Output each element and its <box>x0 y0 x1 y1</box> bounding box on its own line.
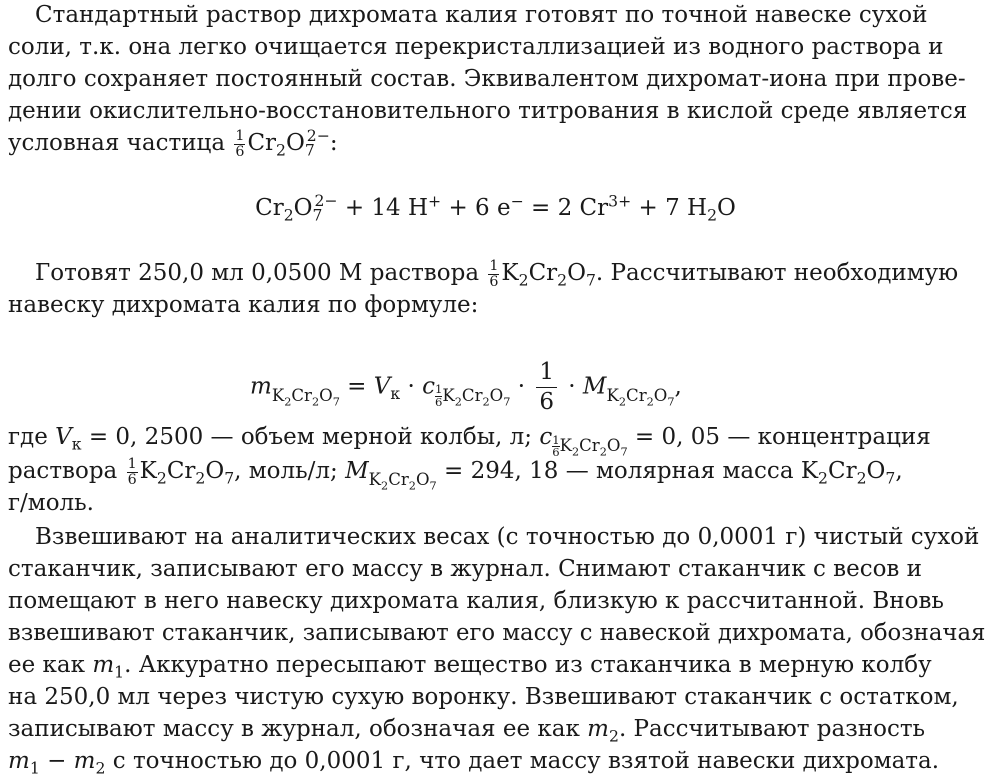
subscript: 2 <box>518 270 529 290</box>
text-fragment: ее как <box>8 652 85 678</box>
compound-subscript: K2Cr2O7 <box>271 385 340 408</box>
dot-operator: · <box>560 373 583 400</box>
text-fragment: . Аккуратно пересыпают вещество из стаканчика в мерную колбу <box>124 652 932 678</box>
equals-sign: = <box>339 373 374 400</box>
subscript: 2 <box>95 758 106 778</box>
formula-m2: m <box>73 748 96 774</box>
subscript: 7 <box>585 270 596 290</box>
subscript: 7 <box>304 140 315 160</box>
subscript: 1 <box>29 758 40 778</box>
text-fragment: где <box>8 424 48 450</box>
fraction-one-sixth: $\frac{1}{6}$ <box>127 455 137 488</box>
formula-cr: Cr <box>247 130 277 156</box>
subscript: 2 <box>608 726 619 746</box>
text-line: стаканчик, записывают его массу в журнал. Снимают стаканчик с весов и <box>8 556 923 582</box>
fraction-one-sixth <box>488 259 499 290</box>
fraction-numerator: 1 <box>235 127 245 144</box>
dot-operator: · <box>510 373 533 400</box>
charge-superscript: 3+ <box>608 191 632 211</box>
text-line: взвешивают стаканчик, записывают его массу с навеской дихромата, обозначая <box>8 620 986 646</box>
text-line <box>8 714 925 744</box>
formula-c: c <box>422 373 435 400</box>
mass-formula <box>250 358 682 419</box>
text-fragment: с точностью до 0,0001 г, что дает массу взятой навески дихромата. <box>105 748 940 774</box>
subscript: 2 <box>283 205 294 225</box>
subscript: 2 <box>707 205 718 225</box>
text-fragment: условная частица <box>8 130 226 156</box>
fraction-numerator: 1 <box>489 257 499 274</box>
formula-o: O <box>285 130 305 156</box>
text-fragment: = 0, 05 — концентрация <box>627 424 931 450</box>
text-line: раствора $\frac{1}{6}$ $K_2Cr_2O_7$, моль/л; $M_{K_2Cr_2O_7} = 294$, 18 — молярная масса $K_2Cr_2O_7$, <box>8 455 903 493</box>
charge-superscript: + <box>428 191 442 211</box>
formula-m1: m <box>92 652 115 678</box>
reaction-equation <box>0 193 991 223</box>
charge-superscript: 2− <box>306 126 330 146</box>
compound-subscript: 1 6 K2Cr2O7 <box>552 432 628 460</box>
formula-m: m <box>250 373 272 400</box>
fraction-one-sixth <box>234 129 245 160</box>
subscript: к <box>390 383 401 403</box>
reaction-term: + 7 H <box>638 195 708 221</box>
text-fragment: раствора <box>8 458 118 484</box>
formula-v: V <box>373 373 391 400</box>
text-fragment: : <box>329 130 338 156</box>
text-line <box>35 258 958 289</box>
reaction-term: = 2 Cr <box>531 195 609 221</box>
fraction-one-sixth <box>536 358 557 417</box>
charge-superscript: − <box>510 191 524 211</box>
text-fragment: = 294, 18 — молярная масса <box>436 458 794 484</box>
text-line: г/моль. <box>8 490 94 516</box>
formula-M: M <box>345 458 369 484</box>
text-fragment: . Рассчитывают необходимую <box>595 260 959 286</box>
text-line <box>8 128 338 159</box>
subscript: к <box>71 434 82 454</box>
dot-operator: · <box>400 373 423 400</box>
formula-k: K <box>501 260 519 286</box>
text-fragment: , <box>895 458 903 484</box>
text-fragment: Готовят 250,0 мл 0,0500 М раствора <box>35 260 480 286</box>
formula-v: V <box>55 424 72 450</box>
text-fragment: записывают массу в журнал, обозначая ее как <box>8 716 580 742</box>
compound-subscript: 1 6 K2Cr2O7 <box>434 382 511 409</box>
subscript: 2 <box>557 270 568 290</box>
formula-o: O <box>567 260 586 286</box>
subscript: 2 <box>276 140 286 160</box>
formula-m1: m <box>8 748 30 774</box>
formula-o: O <box>293 195 313 221</box>
charge-superscript: 2− <box>314 191 338 211</box>
text-line: на 250,0 мл через чистую сухую воронку. Взвешивают стаканчик с остатком, <box>8 684 959 710</box>
reaction-term: O <box>717 195 736 221</box>
formula-c: c <box>539 424 553 450</box>
formula-cr: Cr <box>255 195 284 221</box>
fraction-numerator: 1 <box>536 358 557 388</box>
fraction-denominator: 6 <box>235 143 245 160</box>
text-line: дении окислительно-восстановительного титрования в кислой среде является <box>8 98 968 124</box>
compound-subscript: K2Cr2O7 <box>606 385 675 408</box>
text-line: Взвешивают на аналитических весах (с точностью до 0,0001 г) чистый сухой <box>35 524 980 550</box>
compound-subscript: K2Cr2O7 <box>368 470 437 493</box>
comma: , <box>674 373 682 400</box>
fraction-denominator: 6 <box>489 273 499 290</box>
fraction-denominator: 6 <box>539 388 554 415</box>
minus-sign: − <box>39 748 74 774</box>
formula-cr: Cr <box>528 260 558 286</box>
text-fragment: , моль/л; <box>234 458 338 484</box>
formula-M: M <box>582 373 607 400</box>
text-line: долго сохраняет постоянный состав. Эквивалентом дихромат-иона при прове- <box>8 66 966 92</box>
reaction-term: + 6 e <box>448 195 511 221</box>
text-fragment: = 0, 2500 — объем мерной колбы, л; <box>81 424 532 450</box>
text-line: соли, т.к. она легко очищается перекристаллизацией из водного раствора и <box>8 34 944 60</box>
text-line <box>8 746 939 776</box>
text-line <box>8 650 932 680</box>
subscript: 7 <box>312 205 323 225</box>
subscript: 1 <box>114 662 125 682</box>
text-line: Стандартный раствор дихромата калия готовят по точной навеске сухой <box>35 2 928 28</box>
text-fragment: . Рассчитывают разность <box>618 716 926 742</box>
formula-m2: m <box>587 716 609 742</box>
reaction-term: + 14 H <box>344 195 429 221</box>
text-line: помещают в него навеску дихромата калия, близкую к рассчитанной. Вновь <box>8 588 944 614</box>
text-line: навеску дихромата калия по формуле: <box>8 292 479 318</box>
